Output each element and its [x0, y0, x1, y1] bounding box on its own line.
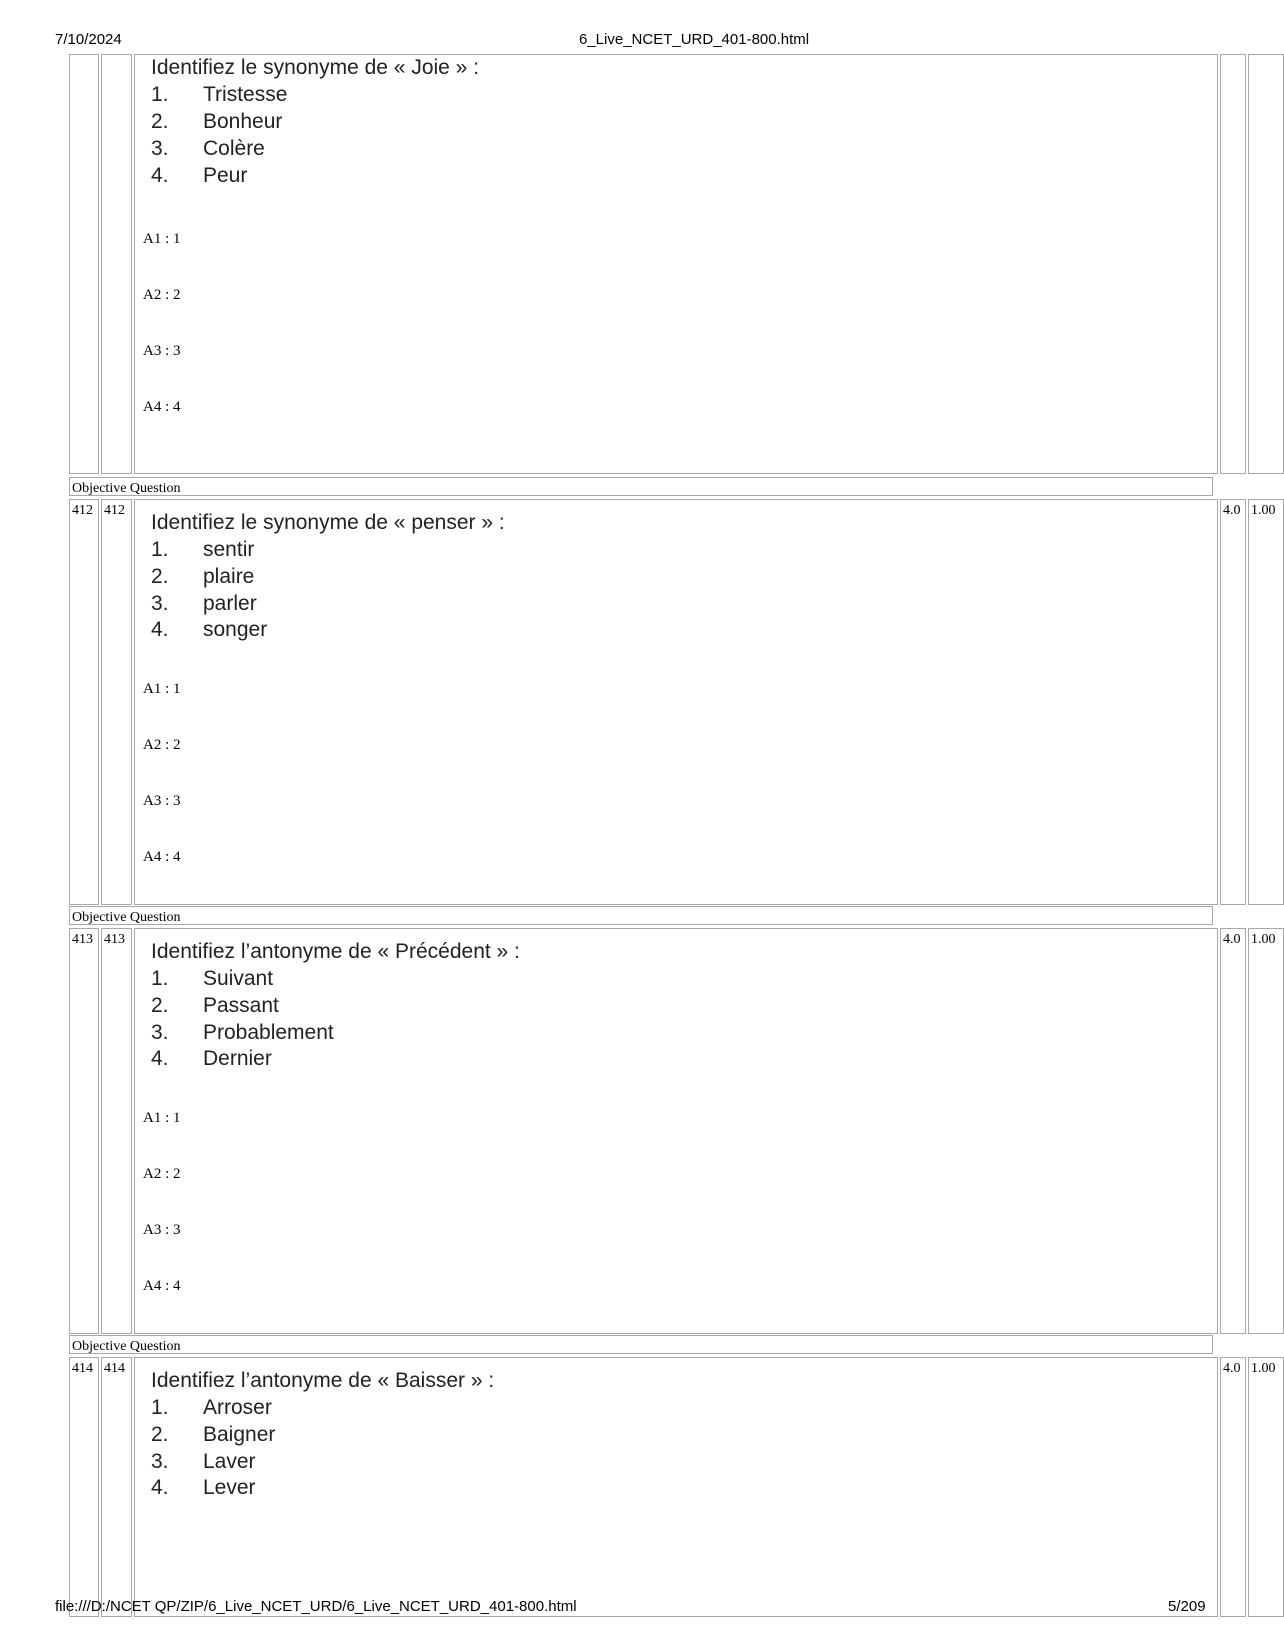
answer-key-2: A2 : 2	[143, 1166, 181, 1182]
print-footer-page-number: 5/209	[1168, 1598, 1206, 1615]
question-row	[69, 1357, 1276, 1617]
negative-marks-cell	[1248, 1357, 1284, 1617]
negative-marks-value: 1.00	[1251, 932, 1276, 947]
answer-key-4: A4 : 4	[143, 399, 181, 415]
question-row	[69, 928, 1276, 1334]
question-prompt: Identifiez le synonyme de « penser » :	[151, 511, 505, 534]
question-prompt: Identifiez l’antonyme de « Précédent » :	[151, 940, 520, 963]
negative-marks-cell	[1248, 54, 1284, 474]
serial-number: 413	[72, 932, 93, 947]
serial-cell	[69, 1357, 99, 1617]
answer-key-1: A1 : 1	[143, 231, 181, 247]
print-header-title: 6_Live_NCET_URD_401-800.html	[579, 31, 810, 48]
question-id-cell	[101, 54, 132, 474]
marks-cell	[1220, 499, 1246, 905]
question-row	[69, 54, 1213, 474]
question-type-row	[69, 477, 1213, 496]
question-prompt: Identifiez l’antonyme de « Baisser » :	[151, 1369, 495, 1392]
marks-cell	[1220, 54, 1246, 474]
answer-key-1: A1 : 1	[143, 1110, 181, 1126]
answer-key-3: A3 : 3	[143, 1222, 181, 1238]
question-type-row	[69, 906, 1213, 925]
answer-key-2: A2 : 2	[143, 737, 181, 753]
question-id: 412	[104, 503, 125, 518]
negative-marks-cell	[1248, 499, 1284, 905]
question-type-label: Objective Question	[72, 481, 181, 496]
answer-key-2: A2 : 2	[143, 287, 181, 303]
marks-cell	[1220, 928, 1246, 1334]
serial-number: 414	[72, 1361, 93, 1376]
questions-table	[69, 56, 1276, 1590]
print-footer-path: file:///D:/NCET QP/ZIP/6_Live_NCET_URD/6_Live_NCET_URD_401-800.html	[55, 1598, 577, 1615]
answer-key-3: A3 : 3	[143, 343, 181, 359]
negative-marks-value: 1.00	[1251, 1361, 1276, 1376]
question-id-cell	[101, 1357, 132, 1617]
question-cell: Identifiez le synonyme de « Joie » : 1. Tristesse 2. Bonheur 3. Colère 4. Peur A1 : 1 A2 : 2 A3 : 3 A4 : 4	[134, 54, 1218, 474]
question-cell: Identifiez l’antonyme de « Précédent » : 1. Suivant 2. Passant 3. Probablement 4. Dernier A1 : 1 A2 : 2 A3 : 3 A4 : 4	[134, 928, 1218, 1334]
marks-value: 4.0	[1223, 503, 1241, 518]
question-id-cell	[101, 499, 132, 905]
question-prompt: Identifiez le synonyme de « Joie » :	[151, 56, 480, 79]
question-type-label: Objective Question	[72, 910, 181, 925]
answer-key-1: A1 : 1	[143, 681, 181, 697]
serial-number: 412	[72, 503, 93, 518]
print-header-date: 7/10/2024	[55, 31, 122, 48]
negative-marks-value: 1.00	[1251, 503, 1276, 518]
question-id: 413	[104, 932, 125, 947]
serial-cell	[69, 499, 99, 905]
question-id-cell	[101, 928, 132, 1334]
negative-marks-cell	[1248, 928, 1284, 1334]
question-row	[69, 499, 1276, 905]
answer-key-3: A3 : 3	[143, 793, 181, 809]
marks-value: 4.0	[1223, 1361, 1241, 1376]
serial-cell	[69, 54, 99, 474]
question-cell: Identifiez l’antonyme de « Baisser » : 1. Arroser 2. Baigner 3. Laver 4. Lever	[134, 1357, 1218, 1617]
question-cell: Identifiez le synonyme de « penser » : 1. sentir 2. plaire 3. parler 4. songer A1 : 1 A2 : 2 A3 : 3 A4 : 4	[134, 499, 1218, 905]
marks-value: 4.0	[1223, 932, 1241, 947]
answer-key-4: A4 : 4	[143, 1278, 181, 1294]
answer-key-4: A4 : 4	[143, 849, 181, 865]
question-id: 414	[104, 1361, 125, 1376]
marks-cell	[1220, 1357, 1246, 1617]
question-type-label: Objective Question	[72, 1339, 181, 1354]
question-type-row	[69, 1335, 1213, 1354]
serial-cell	[69, 928, 99, 1334]
